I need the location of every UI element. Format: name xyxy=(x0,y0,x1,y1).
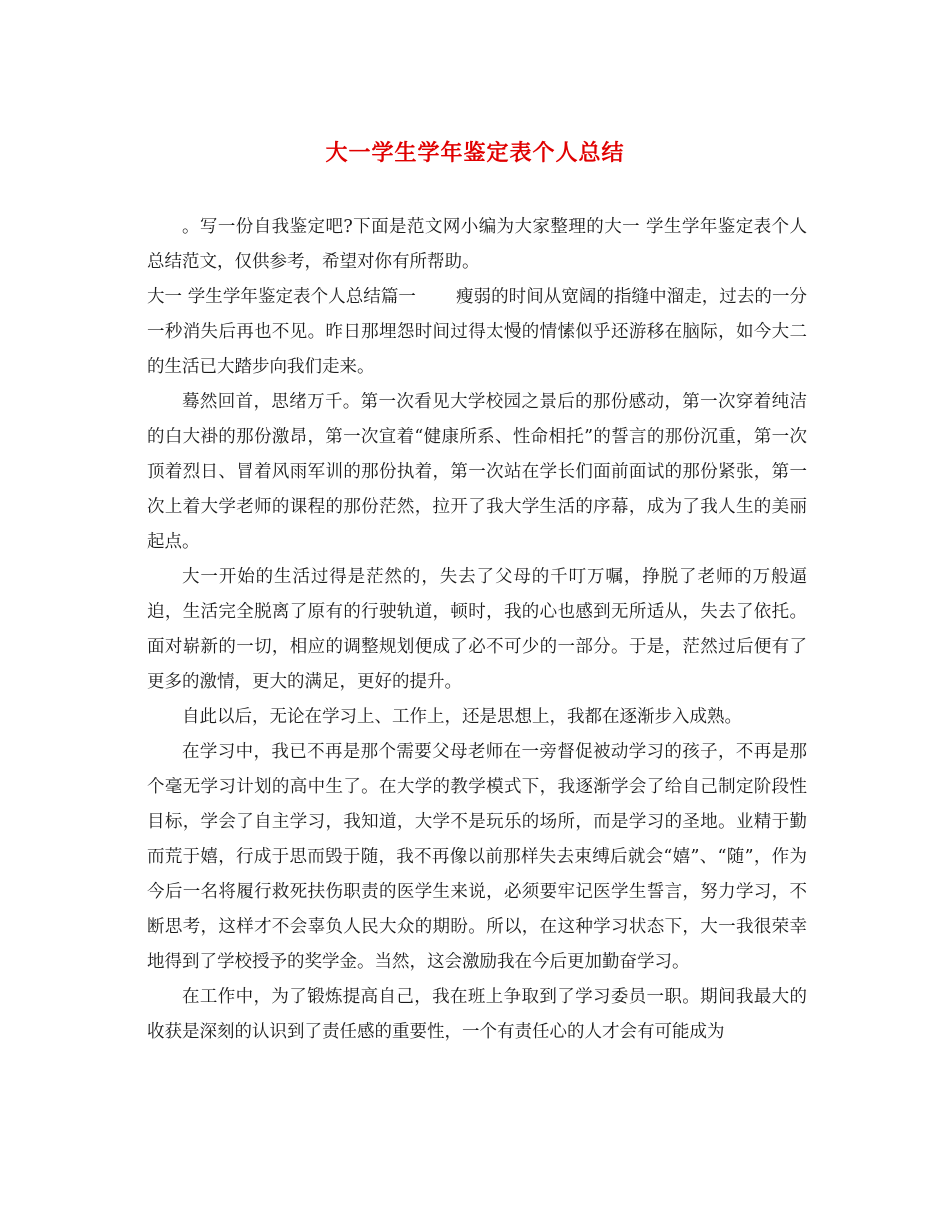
body-paragraph: 在工作中，为了锻炼提高自己，我在班上争取到了学习委员一职。期间我最大的收获是深刻的认识到了责任感的重要性，一个有责任心的人才会有可能成为 xyxy=(147,987,807,1042)
section-lead: 瘦弱的时间从宽阔的指缝中溜走，过去的一分一秒消失后再也不见。昨日那埋怨时间过得太慢的情愫似乎还游移在脑际，如今大二的生活已大踏步向我们走来。 xyxy=(147,287,808,377)
document-body xyxy=(147,210,807,1050)
section-paragraph xyxy=(147,280,807,385)
document-title: 大一学生学年鉴定表个人总结 xyxy=(325,140,625,166)
intro-paragraph: 。写一份自我鉴定吧?下面是范文网小编为大家整理的大一 学生学年鉴定表个人总结范文，仅供参考，希望对你有所帮助。 xyxy=(147,217,807,272)
body-paragraph: 大一开始的生活过得是茫然的，失去了父母的千叮万嘱，挣脱了老师的万般逼迫，生活完全脱离了原有的行驶轨道，顿时，我的心也感到无所适从，失去了依托。面对崭新的一切，相应的调整规划便成了必不可少的一部分。于是，茫然过后便有了更多的激情，更大的满足，更好的提升。 xyxy=(147,567,807,692)
body-paragraph: 自此以后，无论在学习上、工作上，还是思想上，我都在逐渐步入成熟。 xyxy=(182,707,742,727)
section-heading: 大一 学生学年鉴定表个人总结篇一 xyxy=(147,287,416,307)
body-paragraph: 蓦然回首，思绪万千。第一次看见大学校园之景后的那份感动，第一次穿着纯洁的白大褂的那份激昂，第一次宣着“健康所系、性命相托”的誓言的那份沉重，第一次顶着烈日、冒着风雨军训的那份执着，第一次站在学长们面前面试的那份紧张，第一次上着大学老师的课程的那份茫然，拉开了我大学生活的序幕，成为了我人生的美丽起点。 xyxy=(147,392,807,552)
body-paragraph: 在学习中，我已不再是那个需要父母老师在一旁督促被动学习的孩子，不再是那个毫无学习计划的高中生了。在大学的教学模式下，我逐渐学会了给自己制定阶段性目标，学会了自主学习，我知道，大学不是玩乐的场所，而是学习的圣地。业精于勤而荒于嬉，行成于思而毁于随，我不再像以前那样失去束缚后就会“嬉”、“随”，作为今后一名将履行救死扶伤职责的医学生来说，必须要牢记医学生誓言，努力学习，不断思考，这样才不会辜负人民大众的期盼。所以，在这种学习状态下，大一我很荣幸地得到了学校授予的奖学金。当然，这会激励我在今后更加勤奋学习。 xyxy=(147,742,807,972)
